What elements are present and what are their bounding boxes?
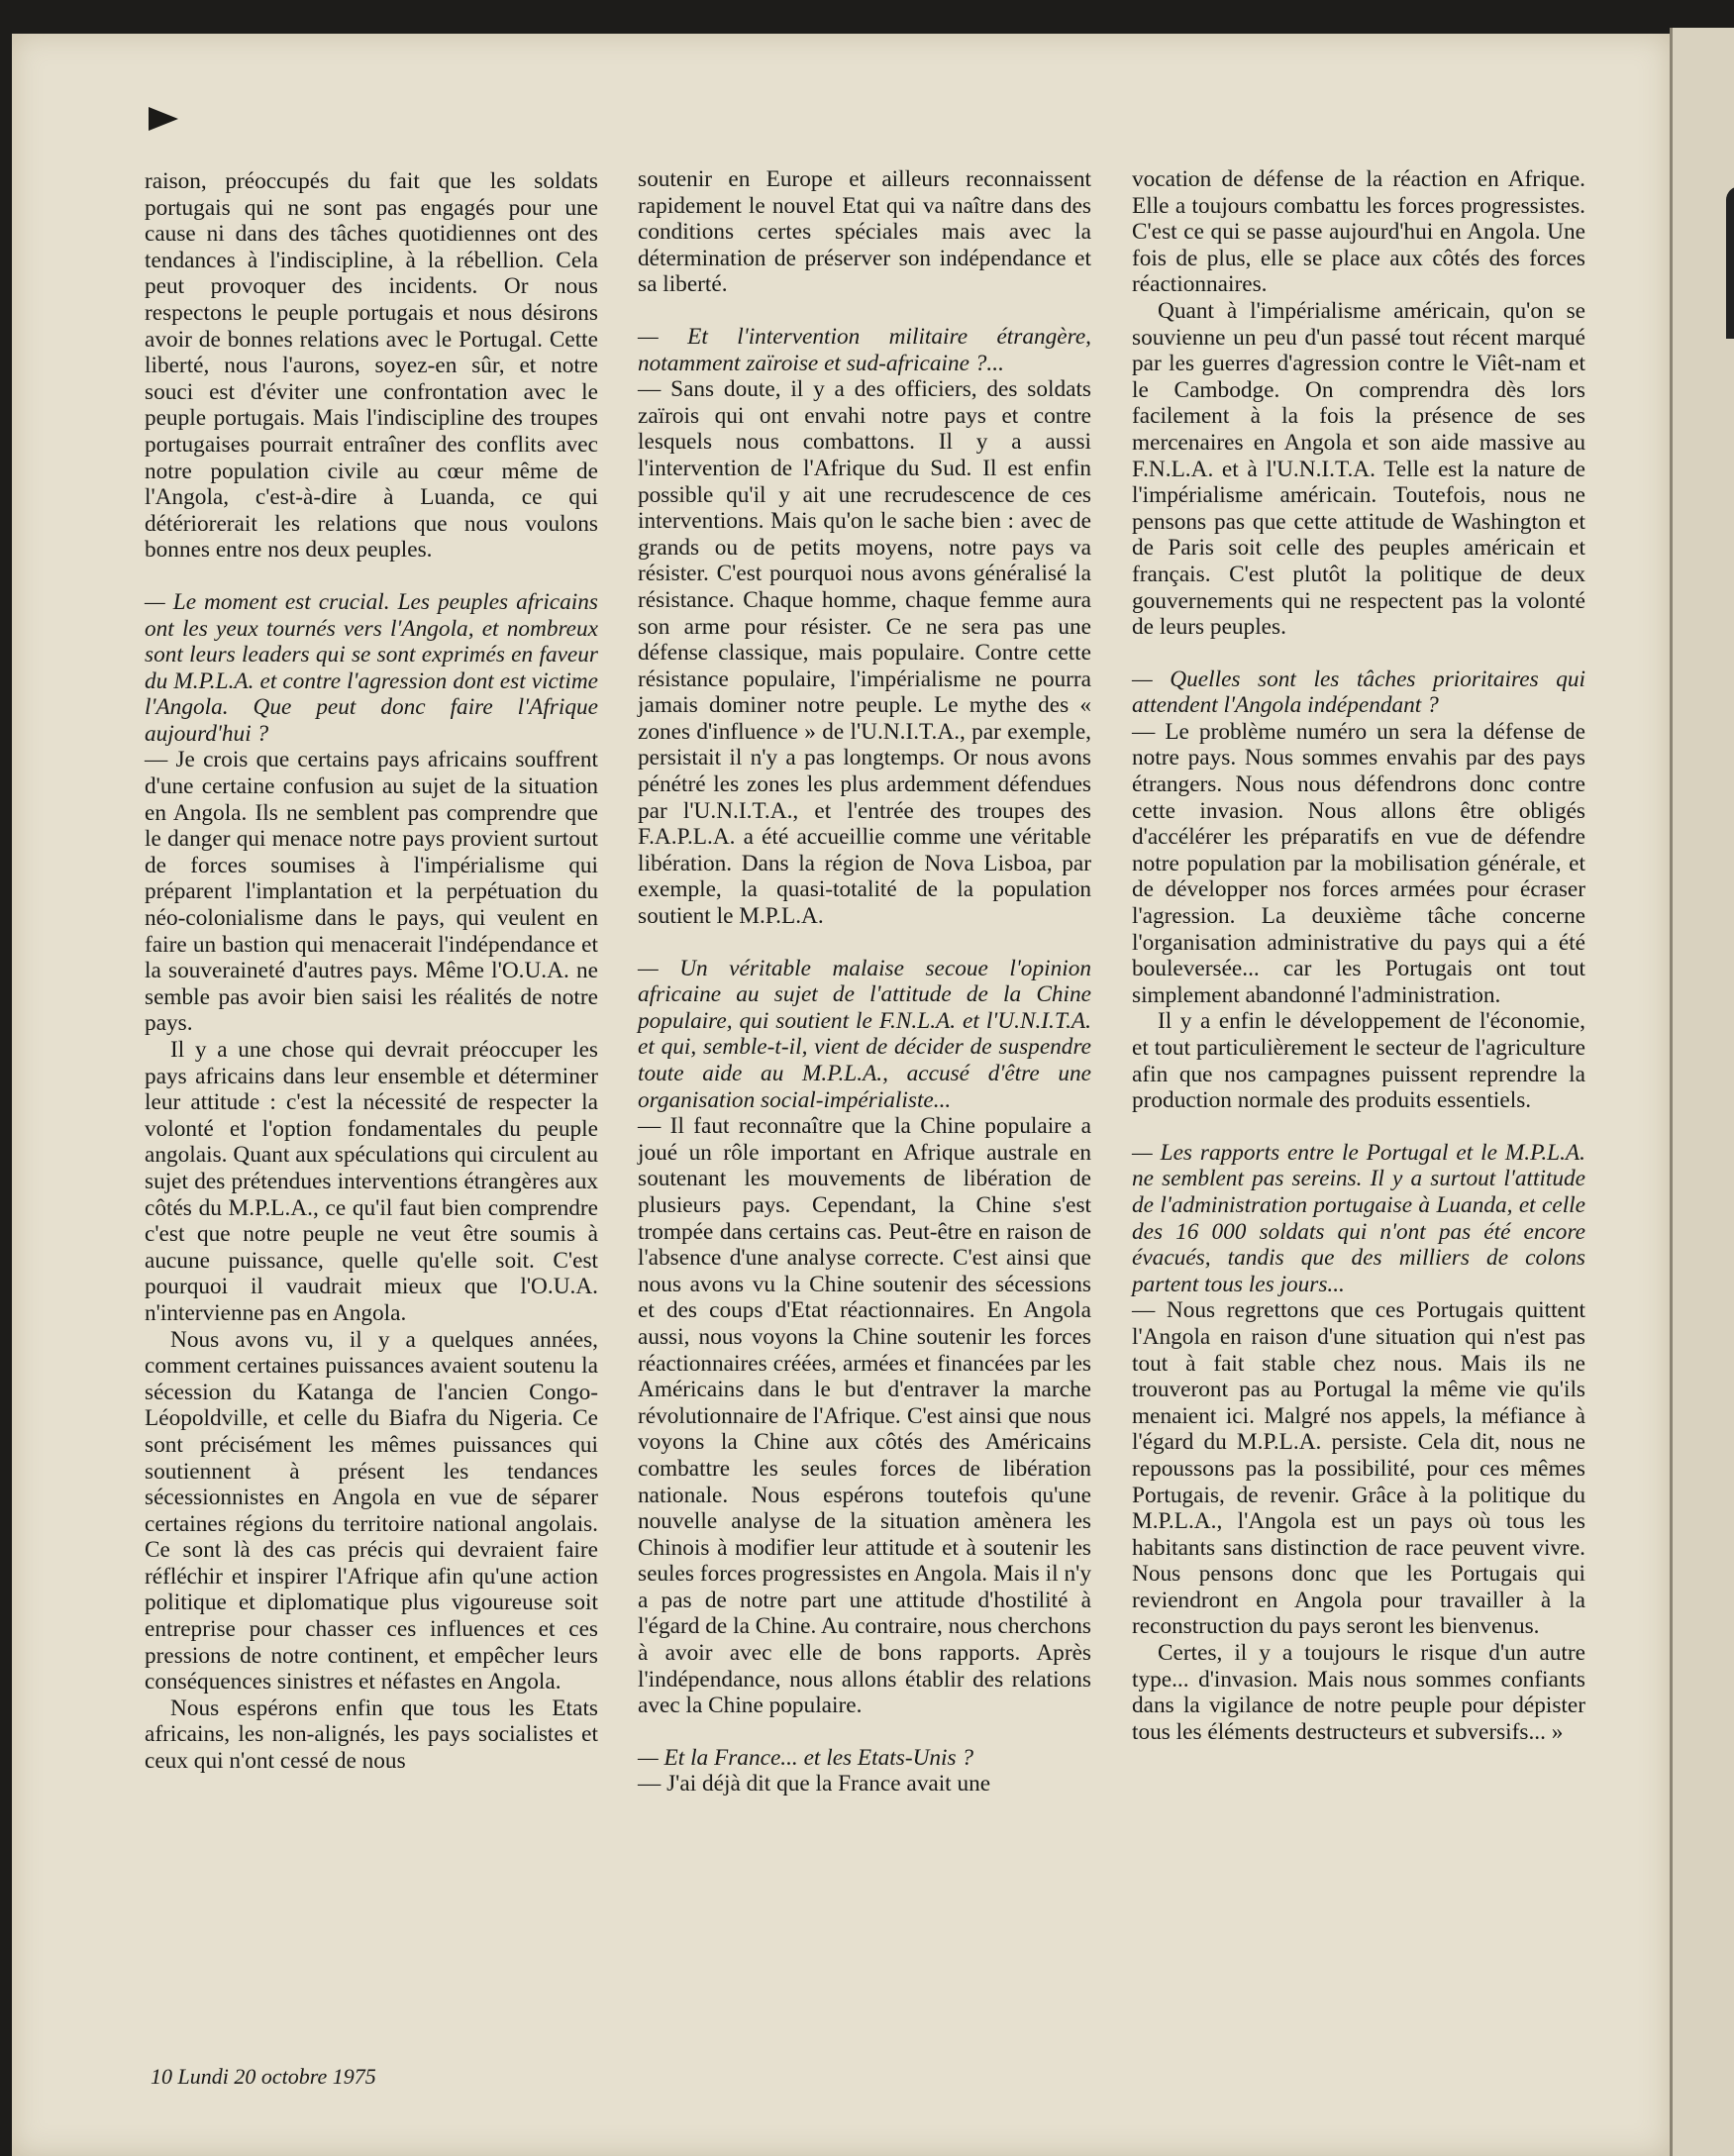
interview-question: — Les rapports entre le Portugal et le M.P.L.A. ne semblent pas sereins. Il y a surtout l'attitude de l'administration portugaise à Luanda, et celle des 16 000 soldats qui n'ont pas été encore évacués, tandis que des milliers de colons partent tous les jours... xyxy=(1132,1139,1585,1297)
text-column-1 xyxy=(145,168,598,1775)
paragraph: Nous avons vu, il y a quelques années, comment certaines puissances avaient soutenu la sécession du Katanga de l'ancien Congo-Léopoldville, et celle du Biafra du Nigeria. Ce sont précisément les mêmes puissances qui soutiennent à présent les tendances sécessionnistes en Angola en vue de séparer certaines régions du territoire national angolais. Ce sont là des cas précis qui devraient faire réfléchir et inspirer l'Afrique afin qu'une action politique et diplomatique plus vigoureuse soit entreprise pour chasser ces influences et ces pressions de notre continent, et empêcher leurs conséquences sinistres et néfastes en Angola. xyxy=(145,1326,598,1695)
letter-fragment xyxy=(1726,257,1734,339)
paragraph: Nous espérons enfin que tous les Etats africains, les non-alignés, les pays socialistes et ceux qui n'ont cessé de nous xyxy=(145,1694,598,1775)
paragraph: Certes, il y a toujours le risque d'un autre type... d'invasion. Mais nous sommes confiants dans la vigilance de notre peuple pour dépister tous les éléments destructeurs et subversifs... » xyxy=(1132,1640,1585,1745)
paragraph: — Sans doute, il y a des officiers, des soldats zaïrois qui ont envahi notre pays et contre lesquels nous combattons. Il y a aussi l'intervention de l'Afrique du Sud. Il est enfin possible qu'il y ait une recrudescence de ces interventions. Mais qu'on le sache bien : avec de grands ou de petits moyens, notre pays va résister. C'est pourquoi nous avons généralisé la résistance. Chaque homme, chaque femme aura son arme pour résister. Ce ne sera pas une défense classique, mais populaire. Contre cette résistance populaire, l'impérialisme ne pourra jamais dominer notre peuple. Le mythe des « zones d'influence » de l'U.N.I.T.A., par exemple, persistait il n'y a pas longtemps. Or nous avons pénétré les zones les plus ardemment défendues par l'U.N.I.T.A., et l'entrée des troupes des F.A.P.L.A. a été accueillie comme une véritable libération. Dans la région de Nova Lisboa, par exemple, la quasi-totalité de la population soutient le M.P.L.A. xyxy=(638,376,1091,930)
interview-question: — Et l'intervention militaire étrangère, notamment zaïroise et sud-africaine ?... xyxy=(638,323,1091,376)
paragraph: — Je crois que certains pays africains souffrent d'une certaine confusion au sujet de la situation en Angola. Ils ne semblent pas comprendre que le danger qui menace notre pays provient surtout de forces soumises à l'impérialisme qui préparent l'implantation et la perpétuation du néo-colonialisme dans le pays, qui veulent en faire un bastion qui menacerait l'indépendance et la souveraineté d'autres pays. Même l'O.U.A. ne semble pas avoir bien saisi les réalités de notre pays. xyxy=(145,747,598,1037)
paragraph: — J'ai déjà dit que la France avait une xyxy=(638,1771,991,1797)
interview-question: — Un véritable malaise secoue l'opinion africaine au sujet de l'attitude de la Chine populaire, qui soutient le F.N.L.A. et l'U.N.I.T.A. et qui, semble-t-il, vient de décider de suspendre toute aide au M.P.L.A., accusé d'être une organisation social-impérialiste... xyxy=(638,955,1091,1113)
paragraph: Il y a enfin le développement de l'économie, et tout particulièrement le secteur de l'agriculture afin que nos campagnes puissent reprendre la production normale des produits essentiels. xyxy=(1132,1008,1585,1114)
continuation-arrow-icon xyxy=(149,107,178,131)
text-column-2 xyxy=(638,166,1091,1797)
page-folio: 10 Lundi 20 octobre 1975 xyxy=(151,2064,376,2089)
adjacent-page-edge xyxy=(1670,28,1734,2156)
interview-question: — Quelles sont les tâches prioritaires qui attendent l'Angola indépendant ? xyxy=(1132,666,1585,719)
interview-question: — Et la France... et les Etats-Unis ? xyxy=(638,1744,974,1771)
paragraph: — Le problème numéro un sera la défense de notre pays. Nous sommes envahis par des pays étrangers. Nous nous défendrons donc contre cette invasion. Nous allons être obligés d'accélérer les préparatifs en vue de défendre notre population par la mobilisation générale, et de développer nos forces armées pour écraser l'agression. La deuxième tâche concerne l'organisation administrative du pays qui a été bouleversée... car les Portugais ont tout simplement abandonné l'administration. xyxy=(1132,718,1585,1008)
newspaper-page xyxy=(12,34,1670,2156)
paragraph: — Nous regrettons que ces Portugais quittent l'Angola en raison d'une situation qui n'est pas tout à fait stable chez nous. Mais ils ne trouveront pas au Portugal la même vie qu'ils menaient ici. Malgré nos appels, la méfiance à l'égard du M.P.L.A. persiste. Cela dit, nous ne repoussons pas la possibilité, pour ces mêmes Portugais, de revenir. Grâce à la politique du M.P.L.A., l'Angola est un pays où tous les habitants sans distinction de race peuvent vivre. Nous pensons donc que les Portugais qui reviendront en Angola pour travailler à la reconstruction du pays seront les bienvenus. xyxy=(1132,1297,1585,1640)
paragraph: — Il faut reconnaître que la Chine populaire a joué un rôle important en Afrique australe en soutenant les mouvements de libération de plusieurs pays. Cependant, la Chine s'est trompée dans certains cas. Peut-être en raison de l'absence d'une analyse correcte. C'est ainsi que nous avons vu la Chine soutenir des sécessions et des coups d'Etat réactionnaires. En Angola aussi, nous voyons la Chine soutenir les forces réactionnaires créées, armées et financées par les Américains dans le but d'entraver la marche révolutionnaire de l'Afrique. C'est ainsi que nous voyons la Chine aux côtés des Américains combattre les seules forces de libération nationale. Nous espérons toutefois qu'une nouvelle analyse de la situation amènera les Chinois à modifier leur attitude et à soutenir les seules forces progressistes en Angola. Mais il n'y a pas de notre part une attitude d'hostilité à l'égard de la Chine. Au contraire, nous cherchons à avoir avec elle de bons rapports. Après l'indépendance, nous allons établir des relations avec la Chine populaire. xyxy=(638,1113,1091,1719)
interview-question: — Le moment est crucial. Les peuples africains ont les yeux tournés vers l'Angola, et nombreux sont leurs leaders qui se sont exprimés en faveur du M.P.L.A. et contre l'agression dont est victime l'Angola. Que peut donc faire l'Afrique aujourd'hui ? xyxy=(145,588,598,747)
paragraph: soutenir en Europe et ailleurs reconnaissent rapidement le nouvel Etat qui va naître dans des conditions certes spéciales mais avec la détermination de préserver son indépendance et sa liberté. xyxy=(638,166,1091,298)
paragraph: raison, préoccupés du fait que les soldats portugais qui ne sont pas engagés pour une cause ni dans des tâches quotidiennes ont des tendances à l'indiscipline, à la rébellion. Cela peut provoquer des incidents. Or nous respectons le peuple portugais et nous désirons avoir de bonnes relations avec le Portugal. Cette liberté, nous l'aurons, soyez-en sûr, et notre souci est d'éviter une confrontation avec le peuple portugais. Mais l'indiscipline des troupes portugaises pourrait entraîner des conflits avec notre population civile au cœur même de l'Angola, c'est-à-dire à Luanda, ce qui détériorerait les relations que nous voulons bonnes entre nos deux peuples. xyxy=(145,168,598,564)
paragraph: Quant à l'impérialisme américain, qu'on se souvienne un peu d'un passé tout récent marqué par les guerres d'agression contre le Viêt-nam et le Cambodge. On comprendra dès lors facilement à la fois la présence de ses mercenaires en Angola et son aide massive au F.N.L.A. et à l'U.N.I.T.A. Telle est la nature de l'impérialisme américain. Toutefois, nous ne pensons pas que cette attitude de Washington et de Paris soit celle des peuples américain et français. C'est plutôt la politique de deux gouvernements qui ne respectent pas la volonté de leurs peuples. xyxy=(1132,297,1585,641)
paragraph: Il y a une chose qui devrait préoccuper les pays africains dans leur ensemble et déterminer leur attitude : c'est la nécessité de respecter la volonté et l'option fondamentales du peuple angolais. Quant aux spéculations qui circulent au sujet des prétendues interventions étrangères aux côtés du M.P.L.A., ce qu'il faut bien comprendre c'est que notre peuple ne veut être soumis à aucune puissance, quelle qu'elle soit. C'est pourquoi il vaudrait mieux que l'O.U.A. n'intervienne pas en Angola. xyxy=(145,1037,598,1326)
paragraph: vocation de défense de la réaction en Afrique. Elle a toujours combattu les forces progressistes. C'est ce qui se passe aujourd'hui en Angola. Une fois de plus, elle se place aux côtés des forces réactionnaires. xyxy=(1132,166,1585,298)
text-column-3 xyxy=(1132,166,1585,1745)
